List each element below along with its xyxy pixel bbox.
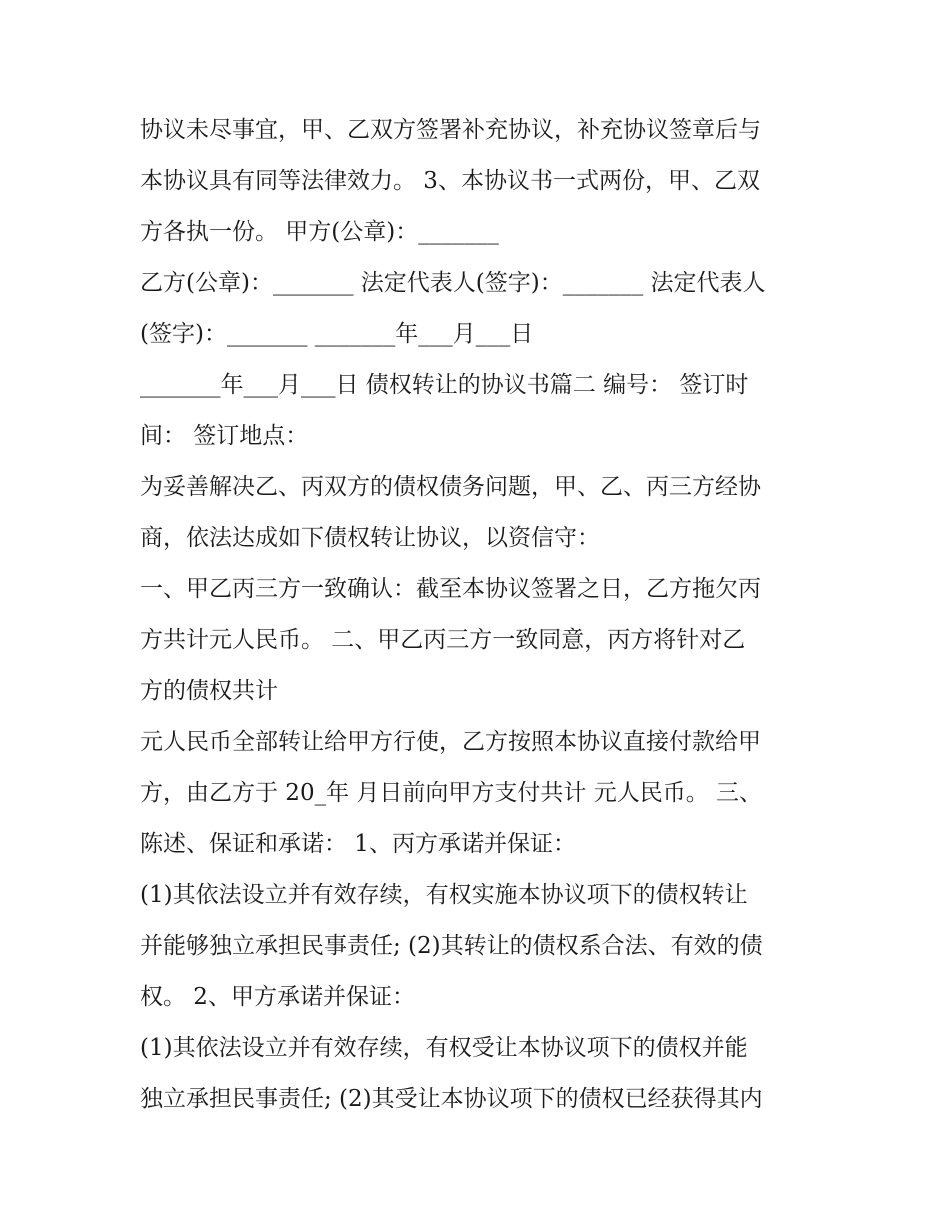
text-line: 并能够独立承担民事责任; (2)其转让的债权系合法、有效的债 [140,933,763,959]
text-line: _______年___月___日 债权转让的协议书篇二 编号： 签订时 [140,372,749,398]
text-line: (1)其依法设立并有效存续，有权受让本协议项下的债权并能 [140,1035,748,1061]
text-line: 间： 签订地点： [140,423,309,449]
text-line: 一、甲乙丙三方一致确认：截至本协议签署之日，乙方拖欠丙 [140,576,761,602]
text-line: 权。 2、甲方承诺并保证： [140,984,415,1010]
text-line: (签字)：_______ _______年___月___日 [140,321,534,347]
text-line: 为妥善解决乙、丙双方的债权债务问题，甲、乙、丙三方经协 [140,474,761,500]
text-line: 协议未尽事宜，甲、乙双方签署补充协议，补充协议签章后与 [140,117,761,143]
text-line: 独立承担民事责任; (2)其受让本协议项下的债权已经获得其内 [140,1086,763,1112]
text-line: (1)其依法设立并有效存续，有权实施本协议项下的债权转让 [140,882,748,908]
text-line: 方各执一份。 甲方(公章)：_______ [140,219,499,245]
text-line: 元人民币全部转让给甲方行使，乙方按照本协议直接付款给甲 [140,729,761,755]
text-line: 乙方(公章)：_______ 法定代表人(签字)：_______ 法定代表人 [140,270,766,296]
text-line: 方共计元人民币。 二、甲乙丙三方一致同意，丙方将针对乙 [140,627,746,653]
text-line: 方的债权共计 [140,678,278,704]
text-line: 商，依法达成如下债权转让协议，以资信守： [140,525,600,551]
text-line: 本协议具有同等法律效力。 3、本协议书一式两份，甲、乙双 [140,168,760,194]
text-line: 陈述、保证和承诺： 1、丙方承诺并保证： [140,831,576,857]
text-line: 方，由乙方于 20_年 月日前向甲方支付共计 元人民币。 三、 [140,780,763,806]
